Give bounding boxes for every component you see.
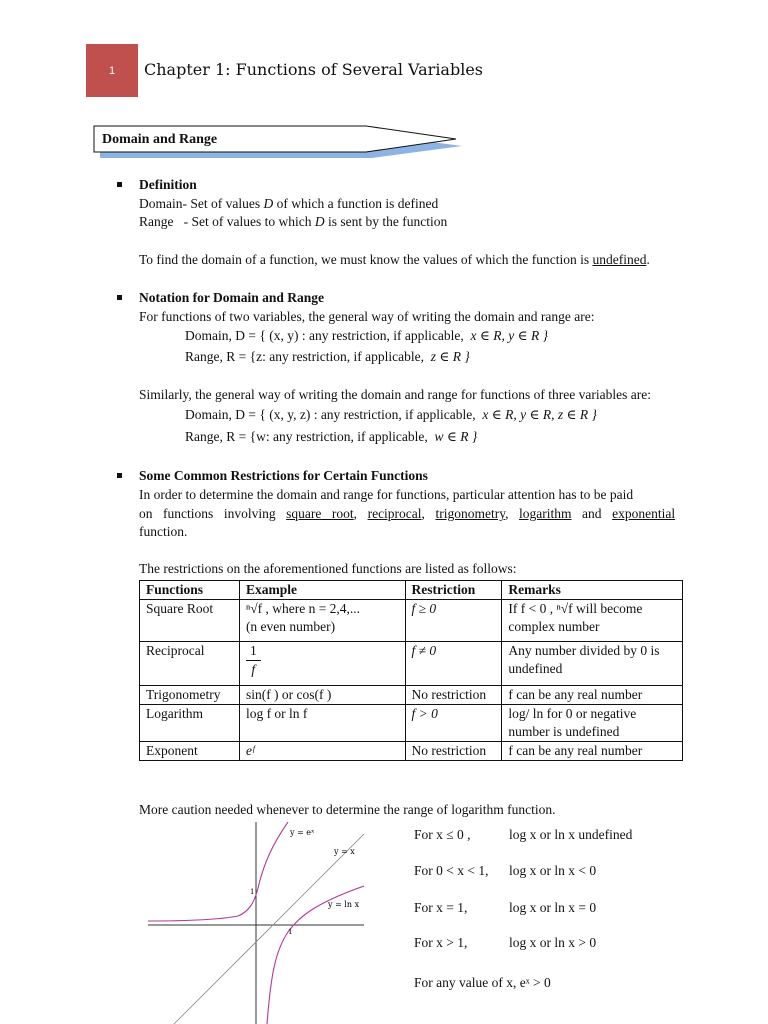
cell-example: eᶠ bbox=[239, 742, 405, 761]
table-row bbox=[140, 705, 683, 742]
restrictions-para-line1: In order to determine the domain and range for functions, particular attention has to be paid bbox=[139, 487, 634, 502]
domain-two-vars: Domain, D = { (x, y) : any restriction, if applicable, x ∈ R, y ∈ R } bbox=[185, 328, 549, 343]
cond-3: For x = 1, bbox=[414, 900, 468, 915]
cell-example: ⁿ√f , where n = 2,4,... (n even number) bbox=[239, 600, 405, 642]
cell-remarks: log/ ln for 0 or negative number is undefined bbox=[502, 705, 683, 742]
y-one-label: 1 bbox=[250, 888, 255, 896]
cond-2: For 0 < x < 1, bbox=[414, 863, 489, 878]
ln-label: y = ln x bbox=[328, 900, 360, 909]
definition-heading: Definition bbox=[139, 177, 197, 192]
cell-example: log f or ln f bbox=[239, 705, 405, 742]
table-row bbox=[140, 742, 683, 761]
result-4: log x or ln x > 0 bbox=[509, 935, 597, 950]
identity-label: y = x bbox=[334, 847, 355, 856]
cell-function: Trigonometry bbox=[140, 686, 240, 705]
cell-remarks: f can be any real number bbox=[502, 686, 683, 705]
restrictions-table bbox=[139, 580, 683, 761]
cell-remarks: Any number divided by 0 is undefined bbox=[502, 642, 683, 686]
restrictions-para-line2: on functions involving square root, reciprocal, trigonometry, logarithm and exponential bbox=[139, 506, 676, 521]
table-intro: The restrictions on the aforementioned functions are listed as follows: bbox=[139, 561, 517, 576]
log-exp-graph bbox=[148, 822, 364, 1024]
range-three-vars: Range, R = {w: any restriction, if applicable, w ∈ R } bbox=[185, 429, 478, 444]
cond-1: For x ≤ 0 , bbox=[414, 827, 471, 842]
bullet-icon bbox=[117, 473, 122, 478]
identity-line bbox=[174, 834, 364, 1024]
page-number-badge bbox=[86, 44, 138, 97]
table-header: Example bbox=[239, 581, 405, 600]
cell-remarks: If f < 0 , ⁿ√f will become complex number bbox=[502, 600, 683, 642]
notation-intro: For functions of two variables, the general way of writing the domain and range are: bbox=[139, 309, 595, 324]
table-header-row bbox=[140, 581, 683, 600]
result-2: log x or ln x < 0 bbox=[509, 863, 597, 878]
cell-restriction: f ≠ 0 bbox=[405, 642, 502, 686]
exp-label: y = eˣ bbox=[290, 828, 315, 837]
fraction: $\frac{1}{f}$ bbox=[246, 642, 261, 679]
cell-function: Logarithm bbox=[140, 705, 240, 742]
exp-curve bbox=[148, 822, 288, 921]
table-header: Functions bbox=[140, 581, 240, 600]
bullet-icon bbox=[117, 182, 122, 187]
table-row bbox=[140, 642, 683, 686]
cell-remarks: f can be any real number bbox=[502, 742, 683, 761]
range-two-vars: Range, R = {z: any restriction, if applicable, z ∈ R } bbox=[185, 349, 470, 364]
exp-positive-note: For any value of x, eˣ > 0 bbox=[414, 975, 551, 990]
cell-example: sin(f ) or cos(f ) bbox=[239, 686, 405, 705]
restrictions-heading: Some Common Restrictions for Certain Functions bbox=[139, 468, 428, 483]
cell-restriction: No restriction bbox=[405, 686, 502, 705]
range-definition: Range - Set of values to which D is sent by the function bbox=[139, 214, 448, 229]
log-caution: More caution needed whenever to determine the range of logarithm function. bbox=[139, 802, 556, 817]
chapter-title: Chapter 1: Functions of Several Variables bbox=[144, 60, 484, 79]
table-row bbox=[140, 600, 683, 642]
table-header: Restriction bbox=[405, 581, 502, 600]
cell-function: Exponent bbox=[140, 742, 240, 761]
domain-find-text: To find the domain of a function, we must know the values of which the function is undefined. bbox=[139, 252, 650, 267]
notation-heading: Notation for Domain and Range bbox=[139, 290, 325, 305]
domain-definition: Domain- Set of values D of which a function is defined bbox=[139, 196, 439, 211]
page-number: 1 bbox=[108, 64, 116, 77]
cell-restriction: f ≥ 0 bbox=[405, 600, 502, 642]
bullet-icon bbox=[117, 295, 122, 300]
cond-4: For x > 1, bbox=[414, 935, 468, 950]
restrictions-para-line3: function. bbox=[139, 524, 188, 539]
cell-function: Square Root bbox=[140, 600, 240, 642]
result-1: log x or ln x undefined bbox=[509, 827, 633, 842]
cell-function: Reciprocal bbox=[140, 642, 240, 686]
section-banner-title: Domain and Range bbox=[102, 132, 218, 147]
cell-restriction: No restriction bbox=[405, 742, 502, 761]
notation-intro-three: Similarly, the general way of writing the domain and range for functions of three variables are: bbox=[139, 387, 651, 402]
table-row bbox=[140, 686, 683, 705]
x-one-label: 1 bbox=[288, 928, 293, 936]
domain-three-vars: Domain, D = { (x, y, z) : any restriction, if applicable, x ∈ R, y ∈ R, z ∈ R } bbox=[185, 407, 597, 422]
cell-example bbox=[239, 642, 405, 686]
table-header: Remarks bbox=[502, 581, 683, 600]
cell-restriction: f > 0 bbox=[405, 705, 502, 742]
result-3: log x or ln x = 0 bbox=[509, 900, 597, 915]
